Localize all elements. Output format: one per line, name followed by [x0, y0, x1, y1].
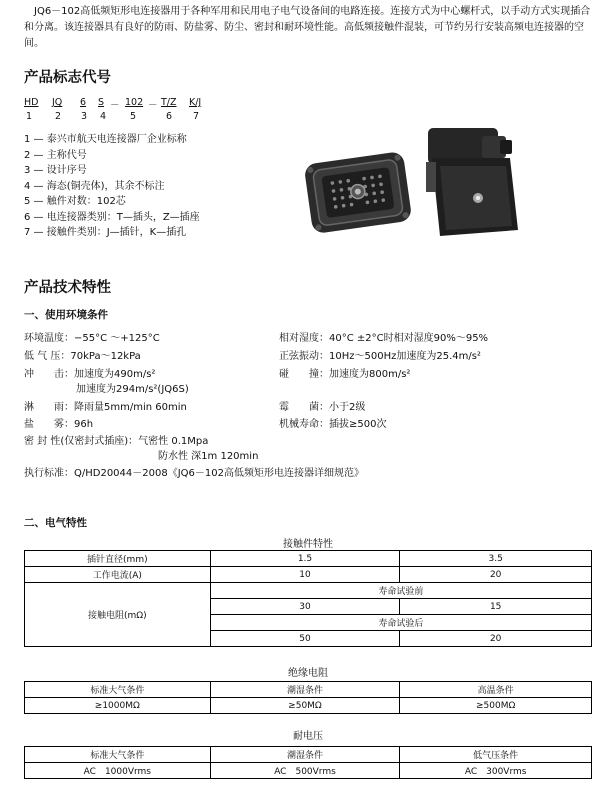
code-index: 4: [100, 111, 107, 122]
env-label: 低 气 压：: [24, 351, 71, 362]
env-value: 防水性 深1m 120min: [158, 451, 259, 462]
standard-line: 执行标准：Q/HD20044－2008《JQ6－102高低频矩形电连接器详细规范》: [24, 468, 364, 479]
env-value: −55°C ～+125°C: [74, 333, 160, 344]
table-header-cell: 高温条件: [400, 682, 592, 698]
table-cell: 50: [210, 631, 400, 647]
code-dash: －: [148, 100, 158, 111]
env-row-shock-2: [76, 380, 189, 395]
table-cell: 3.5: [400, 551, 592, 567]
code-dash: －: [110, 100, 120, 111]
env-label: 碰 撞：: [279, 369, 329, 380]
legend-item: 4 — 海态(铜壳体)，其余不标注: [24, 180, 165, 192]
env-label: 正弦振动：: [279, 351, 329, 362]
table-row: [25, 551, 592, 567]
env-value: 加速度为294m/s²(JQ6S): [76, 384, 189, 395]
table-cell: 30: [210, 599, 400, 615]
legend-item: 6 — 电连接器类别：T—插头，Z—插座: [24, 211, 200, 223]
code-part: S: [98, 97, 105, 108]
voltage-table-title: 耐电压: [293, 731, 323, 742]
table-header-cell: 潮湿条件: [210, 682, 400, 698]
electrical-title: 二、电气特性: [24, 517, 87, 529]
table-row: [25, 698, 592, 714]
env-value: 96h: [74, 419, 94, 430]
code-index: 2: [55, 111, 62, 122]
env-value: 40°C ±2°C时相对湿度90%～95%: [329, 333, 489, 344]
code-index: 5: [130, 111, 137, 122]
code-part: HD: [24, 97, 39, 108]
env-label: 环境温度：: [24, 333, 74, 344]
env-label: 密 封 性(仅密封式插座)：: [24, 436, 139, 447]
voltage-table: [24, 746, 592, 779]
connector-product-image: [300, 118, 530, 248]
table-cell: 15: [400, 599, 592, 615]
table-header-cell: 标准大气条件: [25, 747, 211, 763]
env-label: 盐 雾：: [24, 419, 74, 430]
code-part: T/Z: [161, 97, 177, 108]
legend-item: 5 — 触件对数：102芯: [24, 196, 126, 207]
env-value: 降雨量5mm/min 60min: [74, 402, 187, 413]
table-cell: AC 1000Vrms: [25, 763, 211, 779]
table-row: [25, 763, 592, 779]
env-row-seal: [24, 432, 208, 447]
table-row: [25, 583, 592, 599]
code-part: 6: [80, 97, 87, 108]
env-value: 加速度为490m/s²: [74, 369, 156, 380]
table-cell: ≥1000MΩ: [25, 698, 211, 714]
env-row-shock: [24, 365, 155, 380]
env-value: 气密性 0.1Mpa: [138, 436, 209, 447]
code-legend: [24, 132, 200, 241]
insulation-table: [24, 681, 592, 714]
env-value: 10Hz～500Hz加速度为25.4m/s²: [329, 351, 481, 362]
table-cell: 10: [210, 567, 400, 583]
table-cell: AC 300Vrms: [400, 763, 592, 779]
table-cell: 工作电流(A): [25, 567, 211, 583]
intro-paragraph: JQ6－102高低频矩形电连接器用于各种军用和民用电子电气设备间的电路连接。连接方式为中心螺杆式，以手动方式实现插合和分离。该连接器具有良好的防雨、防盐雾、防尘、密封和耐环境性能。高低频接触件混装，可节约另行安装高频电连接器的空间。: [24, 6, 591, 49]
table-cell: 寿命试验前: [210, 583, 591, 599]
env-row-vibration: [279, 347, 481, 362]
code-part: JQ: [52, 97, 63, 108]
contact-table-title: 接触件特性: [283, 539, 333, 550]
insulation-table-title: 绝缘电阻: [288, 668, 328, 679]
table-cell: 插针直径(mm): [25, 551, 211, 567]
table-header-cell: 潮湿条件: [210, 747, 400, 763]
table-header-cell: 低气压条件: [400, 747, 592, 763]
code-index: 6: [166, 111, 173, 122]
table-cell: AC 500Vrms: [210, 763, 400, 779]
env-label: 霉 菌：: [279, 402, 329, 413]
legend-item: 2 — 主称代号: [24, 149, 87, 161]
table-row: [25, 747, 592, 763]
env-row-pressure: [24, 347, 141, 362]
env-conditions-title: 一、使用环境条件: [24, 309, 108, 321]
table-cell: 20: [400, 567, 592, 583]
table-cell: 20: [400, 631, 592, 647]
code-part: K/J: [189, 97, 202, 108]
env-row-humidity: [279, 329, 488, 344]
env-value: 小于2级: [329, 402, 366, 413]
table-header-cell: 标准大气条件: [25, 682, 211, 698]
table-cell: ≥50MΩ: [210, 698, 400, 714]
env-row-rain: [24, 398, 187, 413]
env-row-seal-2: [158, 447, 258, 462]
table-cell: 接触电阻(mΩ): [25, 583, 211, 647]
table-row: [25, 567, 592, 583]
code-index: 3: [81, 111, 88, 122]
env-value: 加速度为800m/s²: [329, 369, 411, 380]
table-cell: 1.5: [210, 551, 400, 567]
legend-item: 1 — 泰兴市航天电连接器厂企业标称: [24, 134, 187, 145]
contact-table: [24, 550, 592, 647]
env-row-bump: [279, 365, 410, 380]
env-label: 机械寿命：: [279, 419, 329, 430]
table-cell: ≥500MΩ: [400, 698, 592, 714]
env-row-mould: [279, 398, 365, 413]
env-row-mech-life: [279, 415, 386, 430]
env-row-salt: [24, 415, 93, 430]
section-title-tech: 产品技术特性: [24, 280, 111, 296]
code-index: 7: [193, 111, 200, 122]
env-value: 70kPa～12kPa: [70, 351, 141, 362]
env-value: 插拔≥500次: [329, 419, 387, 430]
code-index: 1: [26, 111, 33, 122]
table-cell: 寿命试验后: [210, 615, 591, 631]
env-label: 冲 击：: [24, 369, 74, 380]
section-title-code: 产品标志代号: [24, 70, 111, 86]
code-part: 102: [125, 97, 144, 108]
legend-item: 7 — 接触件类别：J—插针，K—插孔: [24, 227, 187, 238]
env-label: 淋 雨：: [24, 402, 74, 413]
table-row: [25, 682, 592, 698]
legend-item: 3 — 设计序号: [24, 165, 87, 176]
env-row-temperature: [24, 329, 160, 344]
env-label: 相对湿度：: [279, 333, 329, 344]
